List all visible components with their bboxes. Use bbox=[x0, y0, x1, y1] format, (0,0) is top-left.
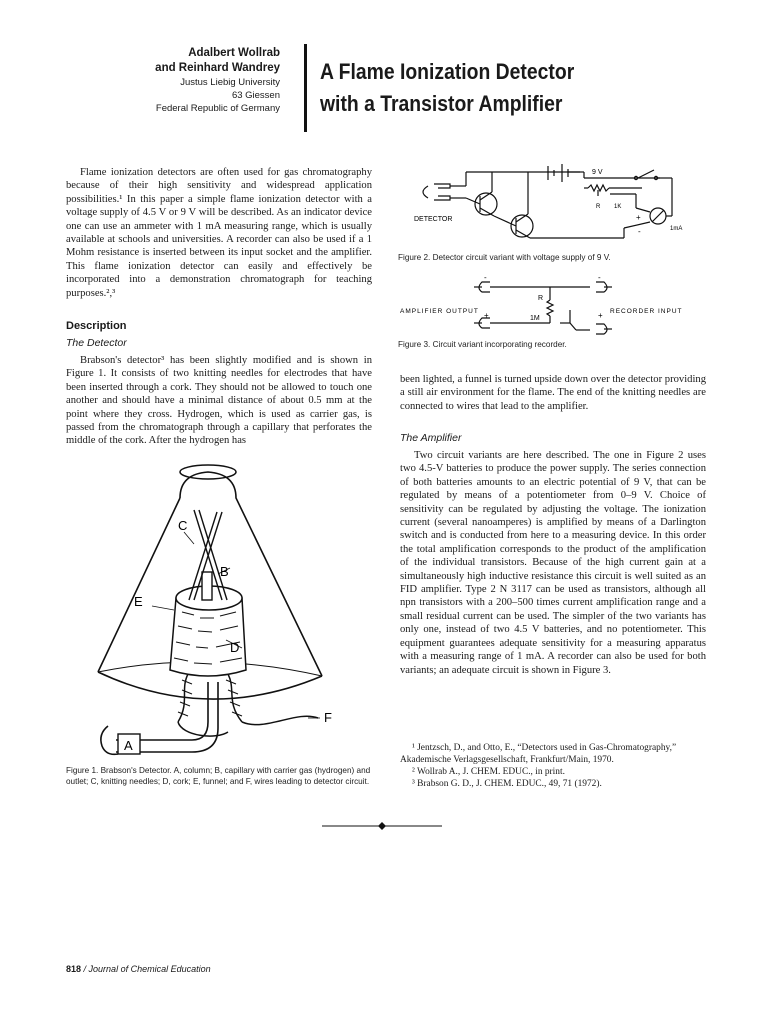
meter-label: 1mA bbox=[670, 226, 683, 232]
figure-label-c: C bbox=[178, 518, 188, 533]
section-end-divider bbox=[322, 820, 442, 832]
footnote: ¹ Jentzsch, D., and Otto, E., “Detectors used in Gas-Chromatography,” Akademische Verlagsgesellschaft, Frankfurt/Main, 1970. bbox=[400, 743, 677, 765]
column-tube bbox=[116, 682, 208, 740]
intro-paragraph: Flame ionization detectors are often used for gas chromatography because of their high sensitivity and widespread application possibilities.¹ In this paper a simple flame ionization detector with a voltage supply of 4.5 V or 9 V will be described. As an indicator device one can use an ammeter with 1 mA measuring range, which is usually available at schools and universities. A recorder can also be used if a 1 Mohm resistance is inserted between its input socket and the amplifier. This flame ionization detector can easily and effectively be incorporated into a demonstration chromatograph for teaching purposes.²,³ bbox=[66, 167, 372, 299]
figure-1-caption: Figure 1. Brabson's Detector. A, column; B, capillary with carrier gas (hydrogen) and outlet; C, knitting needles; D, cork; E, funnel; and F, wires leading to detector circuit. bbox=[66, 766, 371, 786]
subsection-heading: The Amplifier bbox=[400, 432, 462, 444]
figure-label-b: B bbox=[220, 564, 229, 579]
affiliation-line: Federal Republic of Germany bbox=[155, 103, 280, 114]
figure-label-e: E bbox=[134, 594, 143, 609]
section-heading: Description bbox=[66, 320, 127, 332]
detector-section bbox=[66, 354, 372, 448]
footnote: ³ Brabson G. D., J. CHEM. EDUC., 49, 71 (1972). bbox=[412, 779, 602, 789]
figure-label-d: D bbox=[230, 640, 240, 655]
plus-sign: + bbox=[636, 213, 641, 222]
minus-sign: - bbox=[598, 273, 601, 282]
amplifier-output-label: AMPLIFIER OUTPUT bbox=[400, 308, 479, 315]
figure-2-caption: Figure 2. Detector circuit variant with voltage supply of 9 V. bbox=[398, 253, 611, 262]
mohm-label: 1M bbox=[530, 315, 540, 322]
subsection-heading: The Detector bbox=[66, 337, 127, 349]
author-name-2: and Reinhard Wandrey bbox=[155, 62, 280, 74]
figure-label-a: A bbox=[124, 738, 133, 753]
column-end bbox=[101, 726, 118, 754]
detector-wires bbox=[178, 674, 318, 736]
minus-sign: - bbox=[484, 273, 487, 282]
article-title bbox=[320, 56, 619, 120]
footnote: ² Wollrab A., J. CHEM. EDUC., in print. bbox=[412, 767, 565, 777]
figure-3-circuit bbox=[400, 270, 700, 336]
continued-section bbox=[400, 373, 706, 413]
affiliation-line: Justus Liebig University bbox=[180, 77, 280, 88]
journal-name: / Journal of Chemical Education bbox=[83, 964, 211, 974]
funnel-outline bbox=[98, 498, 180, 672]
figure-2-circuit bbox=[410, 164, 690, 248]
amplifier-section bbox=[400, 449, 706, 677]
author-block bbox=[100, 46, 280, 115]
title-line: with a Transistor Amplifier bbox=[320, 91, 563, 116]
plus-sign: + bbox=[598, 311, 603, 320]
continued-paragraph: been lighted, a funnel is turned upside down over the detector providing a still air environment for the flame. The end of the knitting needles are connected to wires that lead to the amplifier. bbox=[400, 374, 706, 412]
figure-label-f: F bbox=[324, 710, 332, 725]
page-number: 818 bbox=[66, 964, 82, 974]
amplifier-paragraph: Two circuit variants are here described. The one in Figure 2 uses two 4.5-V batteries to produce the power supply. The series connection of both batteries amounts to an electric potential of 9 V, that can be regulated by means of a potentiometer from 0–9 V. Choice of sensitivity can be regulated by adjusting the voltage. The ionization current (several nanoamperes) is amplified by means of a Darlington switch and is conducted from here to a measuring device. In this order the total amplification corresponds to the product of the amplification of the individual transistors. Because of the high current gain at a simultaneously high inductive resistance this circuit is well suited as an FID amplifier. Type 2 N 3117 can be used as transistors, although all npn transistors with a 200–500 times current amplification range and a small residual current can be used. The simpler of the two variants has only one, instead of two 4.5 V batteries, and no potentiometer. This equipment guarantees adequate sensitivity for a measuring apparatus with a measuring range of 1 mA. A recorder can also be used for both variants; an adequate circuit is shown in Figure 3. bbox=[400, 450, 706, 676]
resistor-label: R bbox=[596, 204, 601, 210]
author-name: Adalbert Wollrab bbox=[188, 47, 280, 59]
kohm-label: 1K bbox=[614, 204, 622, 210]
detector-paragraph: Brabson's detector³ has been slightly modified and is shown in Figure 1. It consists of two knitting needles for electrodes that have been inserted through a cork. They should not be allowed to touch one another and should have a minimal distance of about 0.5 mm at the point where they cross. Hydrogen, which is used as carrier gas, is passed from the chromatograph through a capillary that perforates the middle of the cork. After the hydrogen has bbox=[66, 355, 372, 447]
detector-label: DETECTOR bbox=[414, 216, 453, 223]
intro-section bbox=[66, 166, 372, 300]
figure-1-detector-drawing bbox=[96, 460, 356, 760]
footnotes bbox=[400, 742, 706, 790]
voltage-label: 9 V bbox=[592, 169, 603, 176]
figure-3-caption: Figure 3. Circuit variant incorporating recorder. bbox=[398, 340, 567, 349]
title-line: A Flame Ionization Detector bbox=[320, 59, 575, 84]
plus-sign: + bbox=[484, 311, 489, 320]
resistor-label: R bbox=[538, 295, 544, 302]
affiliation-line: 63 Giessen bbox=[231, 90, 280, 101]
capillary-tube bbox=[202, 572, 212, 600]
page-footer bbox=[66, 964, 211, 974]
minus-sign: - bbox=[638, 227, 641, 236]
title-divider bbox=[304, 44, 307, 132]
recorder-input-label: RECORDER INPUT bbox=[610, 308, 683, 315]
